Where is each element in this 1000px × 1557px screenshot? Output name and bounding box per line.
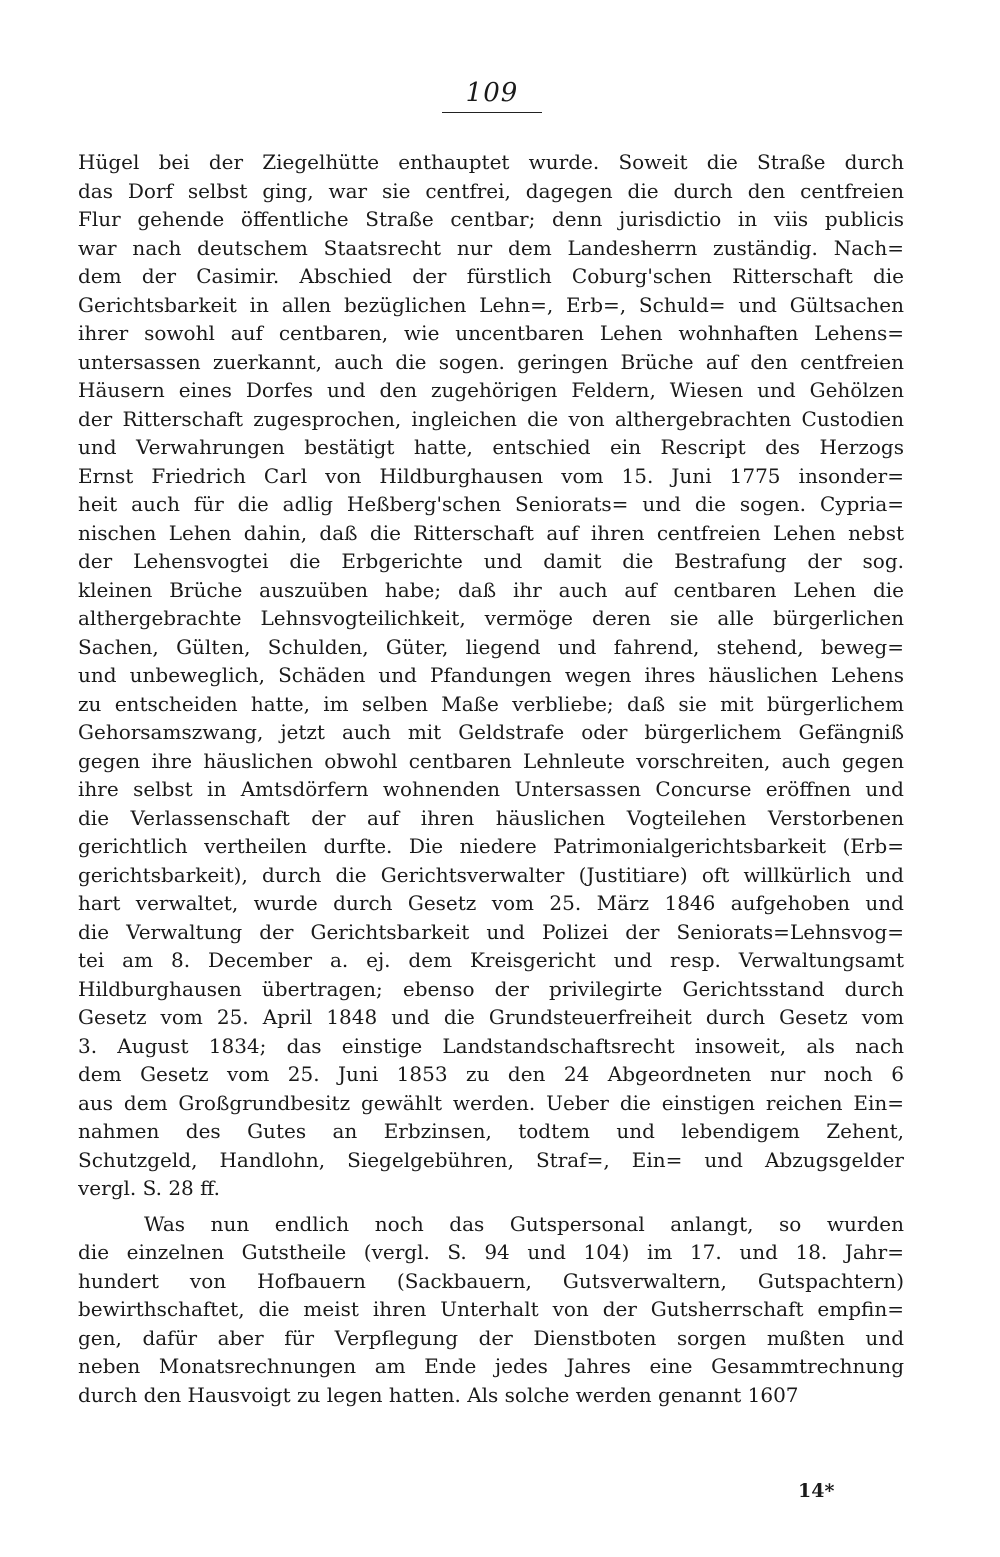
text-line: nahmen des Gutes an Erbzinsen, todtem und lebendigem Zehent,	[78, 1119, 904, 1143]
text-line: Sachen, Gülten, Schulden, Güter, liegend und fahrend, stehend, beweg=	[78, 634, 904, 659]
text-line: die einzelnen Gutstheile (vergl. S. 94 und 104) im 17. und 18. Jahr=	[78, 1240, 904, 1264]
text-line: der Ritterschaft zugesprochen, ingleichen die von althergebrachten Custodien	[78, 406, 904, 431]
text-line: die Verlassenschaft der auf ihren häuslichen Vogteilehen Verstorbenen	[78, 805, 904, 830]
text-line: Gehorsamszwang, jetzt auch mit Geldstrafe oder bürgerlichem Gefängniß	[78, 720, 904, 744]
text-line: Häusern eines Dorfes und den zugehörigen Feldern, Wiesen und Gehölzen	[78, 378, 904, 402]
header-rule	[442, 112, 542, 113]
paragraph-gap	[78, 1203, 904, 1210]
text-line: kleinen Brüche auszuüben habe; daß ihr auch auf centbaren Lehen die	[78, 577, 904, 602]
text-line: Gesetz vom 25. April 1848 und die Grundsteuerfreiheit durch Gesetz vom	[78, 1005, 904, 1029]
text-line: ihrer sowohl auf centbaren, wie uncentbaren Lehen wohnhaften Lehens=	[78, 321, 904, 345]
text-line: hundert von Hofbauern (Sackbauern, Gutsverwaltern, Gutspachtern)	[78, 1268, 904, 1293]
text-line: Ernst Friedrich Carl von Hildburghausen vom 15. Juni 1775 insonder=	[78, 463, 904, 488]
text-line: althergebrachte Lehnsvogteilichkeit, vermöge deren sie alle bürgerlichen	[78, 606, 904, 630]
text-line: tei am 8. December a. ej. dem Kreisgericht und resp. Verwaltungsamt	[78, 948, 904, 972]
text-line: Hildburghausen übertragen; ebenso der privilegirte Gerichtsstand durch	[78, 976, 904, 1001]
text-line: das Dorf selbst ging, war sie centfrei, dagegen die durch den centfreien	[78, 178, 904, 203]
text-line: gerichtlich vertheilen durfte. Die niedere Patrimonialgerichtsbarkeit (Erb=	[78, 834, 904, 858]
text-line: hart verwaltet, wurde durch Gesetz vom 25. März 1846 aufgehoben und	[78, 891, 904, 915]
text-line: Hügel bei der Ziegelhütte enthauptet wurde. Soweit die Straße durch	[78, 150, 904, 174]
text-line: neben Monatsrechnungen am Ende jedes Jahres eine Gesammtrechnung	[78, 1354, 904, 1378]
text-line: gen, dafür aber für Verpflegung der Dienstboten sorgen mußten und	[78, 1325, 904, 1350]
body-text	[78, 148, 904, 1409]
text-line: Schutzgeld, Handlohn, Siegelgebühren, Straf=, Ein= und Abzugsgelder	[78, 1147, 904, 1172]
signature-mark: 14*	[798, 1480, 835, 1502]
text-line: heit auch für die adlig Heßberg'schen Seniorats= und die sogen. Cypria=	[78, 492, 904, 516]
text-line: Flur gehende öffentliche Straße centbar; denn jurisdictio in viis publicis	[78, 207, 904, 231]
text-line: Gerichtsbarkeit in allen bezüglichen Lehn=, Erb=, Schuld= und Gültsachen	[78, 292, 904, 317]
text-line: untersassen zuerkannt, auch die sogen. geringen Brüche auf den centfreien	[78, 349, 904, 374]
text-line: dem der Casimir. Abschied der fürstlich Coburg'schen Ritterschaft die	[78, 264, 904, 288]
text-line: und unbeweglich, Schäden und Pfandungen wegen ihres häuslichen Lehens	[78, 663, 904, 687]
paragraph	[78, 148, 904, 1203]
text-line: gerichtsbarkeit), durch die Gerichtsverwalter (Justitiare) oft willkürlich und	[78, 862, 904, 887]
text-line: zu entscheiden hatte, im selben Maße verbliebe; daß sie mit bürgerlichem	[78, 691, 904, 716]
text-line: war nach deutschem Staatsrecht nur dem Landesherrn zuständig. Nach=	[78, 235, 904, 260]
text-line: Was nun endlich noch das Gutspersonal anlangt, so wurden	[144, 1211, 904, 1236]
text-line: vergl. S. 28 ff.	[78, 1176, 220, 1200]
text-line: die Verwaltung der Gerichtsbarkeit und Polizei der Seniorats=Lehnsvog=	[78, 919, 904, 944]
text-line: 3. August 1834; das einstige Landstandschaftsrecht insoweit, als nach	[78, 1033, 904, 1058]
text-line: der Lehensvogtei die Erbgerichte und damit die Bestrafung der sog.	[78, 549, 904, 573]
text-line: gegen ihre häuslichen obwohl centbaren Lehnleute vorschreiten, auch gegen	[78, 748, 904, 773]
text-line: dem Gesetz vom 25. Juni 1853 zu den 24 Abgeordneten nur noch 6	[78, 1062, 904, 1086]
paragraph	[78, 1210, 904, 1410]
text-line: bewirthschaftet, die meist ihren Unterhalt von der Gutsherrschaft empfin=	[78, 1297, 904, 1321]
text-line: durch den Hausvoigt zu legen hatten. Als solche werden genannt 1607	[78, 1382, 799, 1407]
text-line: ihre selbst in Amtsdörfern wohnenden Untersassen Concurse eröffnen und	[78, 777, 904, 801]
page-number: 109	[465, 78, 519, 108]
text-line: und Verwahrungen bestätigt hatte, entschied ein Rescript des Herzogs	[78, 435, 904, 459]
text-line: nischen Lehen dahin, daß die Ritterschaft auf ihren centfreien Lehen nebst	[78, 520, 904, 545]
text-line: aus dem Großgrundbesitz gewählt werden. Ueber die einstigen reichen Ein=	[78, 1090, 904, 1115]
